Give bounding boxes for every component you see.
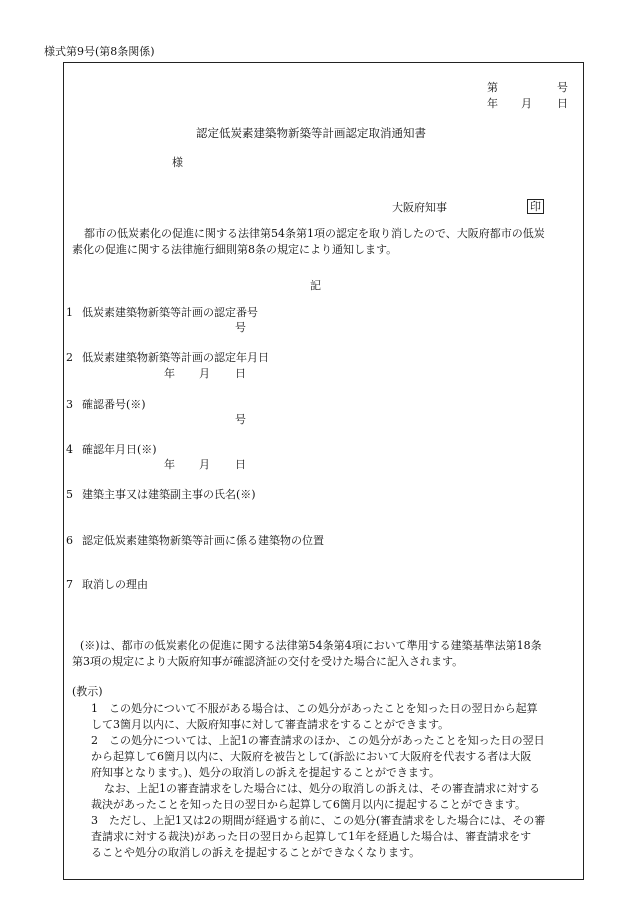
item-7-number: 7 bbox=[66, 578, 73, 591]
kyouji-p2b-line-2: 裁決があったことを知った日の翌日から起算して6箇月以内に提起することができます。 bbox=[91, 798, 527, 811]
notice-number-suffix: 号 bbox=[557, 81, 568, 94]
kyouji-p3-line-2: 査請求に対する裁決)があった日の翌日から起算して1年を経過した場合は、審査請求をす bbox=[91, 830, 532, 843]
issuer-name: 大阪府知事 bbox=[392, 201, 447, 214]
date-year-label: 年 bbox=[487, 97, 498, 110]
item-6-label: 認定低炭素建築物新築等計画に係る建築物の位置 bbox=[82, 534, 324, 547]
seal-char: 印 bbox=[527, 199, 544, 214]
kyouji-p3-line-3: ることや処分の取消しの訴えを提起することができなくなります。 bbox=[91, 846, 421, 859]
body-text-line-2: 素化の促進に関する法律施行細則第8条の規定により通知します。 bbox=[72, 243, 398, 256]
note-line-2: 第3項の規定により大阪府知事が確認済証の交付を受けた場合に記入されます。 bbox=[72, 655, 464, 668]
item-1-number: 1 bbox=[66, 306, 73, 319]
item-1-label: 低炭素建築物新築等計画の認定番号 bbox=[82, 306, 258, 319]
item-5-label: 建築主事又は建築副主事の氏名(※) bbox=[82, 488, 256, 501]
item-2-number: 2 bbox=[66, 351, 73, 364]
item-4-year: 年 bbox=[164, 458, 175, 471]
kyouji-p2-line-1: 2 この処分については、上記1の審査請求のほか、この処分があったことを知った日の翌日 bbox=[91, 734, 545, 747]
kyouji-p2-line-3: 府知事となります。)、処分の取消しの訴えを提起することができます。 bbox=[91, 766, 441, 779]
item-4-day: 日 bbox=[235, 458, 246, 471]
addressee-suffix: 様 bbox=[172, 156, 183, 169]
item-2-day: 日 bbox=[235, 367, 246, 380]
kyouji-p1-line-1: 1 この処分について不服がある場合は、この処分があったことを知った日の翌日から起算 bbox=[91, 702, 538, 715]
item-3-go: 号 bbox=[235, 413, 246, 426]
item-7-label: 取消しの理由 bbox=[82, 578, 148, 591]
item-4-label: 確認年月日(※) bbox=[82, 443, 157, 456]
item-5-number: 5 bbox=[66, 488, 73, 501]
notice-number-prefix: 第 bbox=[487, 81, 498, 94]
date-month-label: 月 bbox=[521, 97, 532, 110]
kyouji-heading: (教示) bbox=[72, 685, 103, 698]
seal-mark bbox=[527, 199, 544, 215]
item-2-label: 低炭素建築物新築等計画の認定年月日 bbox=[82, 351, 269, 364]
item-3-label: 確認番号(※) bbox=[82, 398, 146, 411]
kyouji-p3-line-1: 3 ただし、上記1又は2の期間が経過する前に、この処分(審査請求をした場合には、その審 bbox=[91, 814, 546, 827]
kyouji-p1-line-2: して3箇月以内に、大阪府知事に対して審査請求をすることができます。 bbox=[91, 718, 450, 731]
kyouji-p2-line-2: から起算して6箇月以内に、大阪府を被告として(訴訟において大阪府を代表する者は大阪 bbox=[91, 750, 532, 763]
item-2-year: 年 bbox=[164, 367, 175, 380]
date-day-label: 日 bbox=[557, 97, 568, 110]
ki-heading: 記 bbox=[310, 279, 321, 292]
note-line-1: (※)は、都市の低炭素化の促進に関する法律第54条第4項において準用する建築基準法第18条 bbox=[80, 639, 542, 652]
item-4-month: 月 bbox=[199, 458, 210, 471]
item-2-month: 月 bbox=[199, 367, 210, 380]
kyouji-p2b-line-1: なお、上記1の審査請求をした場合には、処分の取消しの訴えは、その審査請求に対する bbox=[104, 782, 540, 795]
item-3-number: 3 bbox=[66, 398, 73, 411]
item-4-number: 4 bbox=[66, 443, 73, 456]
form-number-header: 様式第9号(第8条関係) bbox=[44, 45, 155, 58]
item-6-number: 6 bbox=[66, 534, 73, 547]
item-1-go: 号 bbox=[235, 321, 246, 334]
document-title: 認定低炭素建築物新築等計画認定取消通知書 bbox=[196, 126, 426, 140]
body-text-line-1: 都市の低炭素化の促進に関する法律第54条第1項の認定を取り消したので、大阪府都市の低炭 bbox=[84, 227, 545, 240]
